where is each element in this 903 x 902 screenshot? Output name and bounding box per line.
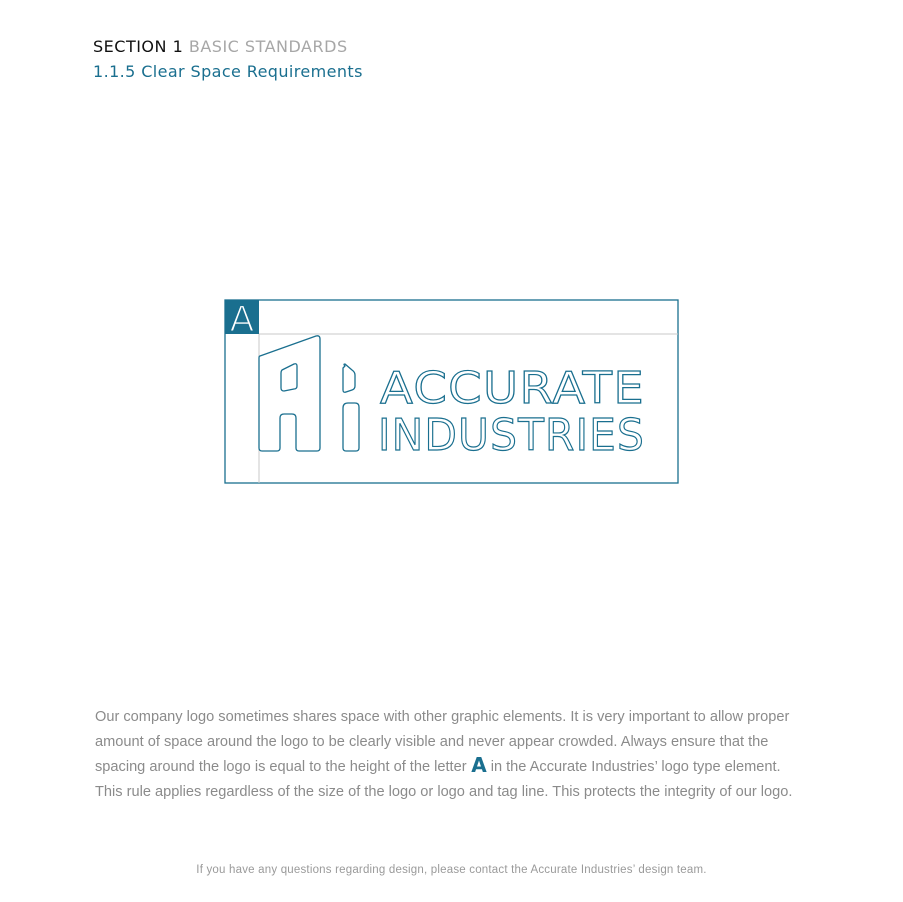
body-paragraph [95,705,811,805]
page-subtitle: 1.1.5 Clear Space Requirements [93,62,363,81]
page-header [93,37,363,82]
logo-mark-icon [259,336,359,451]
clear-space-svg [224,298,680,485]
logo-wordmark-line1: ACCURATE [380,363,645,414]
logo-wordmark-line2: INDUSTRIES [378,410,645,461]
letter-a-glyph: A [470,756,487,773]
body-text-part1: Our company logo sometimes shares space with other graphic elements. It is very important to allow proper amount of space around the logo to be clearly visible and never appear crowded. Always ensure that the spacing around the logo is equal to the height of the letter [95,709,790,775]
footer-note: If you have any questions regarding design, please contact the Accurate Industries’ design team. [196,864,707,876]
body-text-part2: in the Accurate Industries’ logo type element. This rule applies regardless of the size of the logo or logo and tag line. This protects the integrity of our logo. [95,759,793,800]
section-name: BASIC STANDARDS [188,37,348,56]
a-marker-letter: A [229,299,255,340]
letter-a-icon [471,756,487,773]
section-heading [93,37,363,57]
clear-space-diagram [224,298,680,485]
section-number: SECTION 1 [93,37,184,56]
